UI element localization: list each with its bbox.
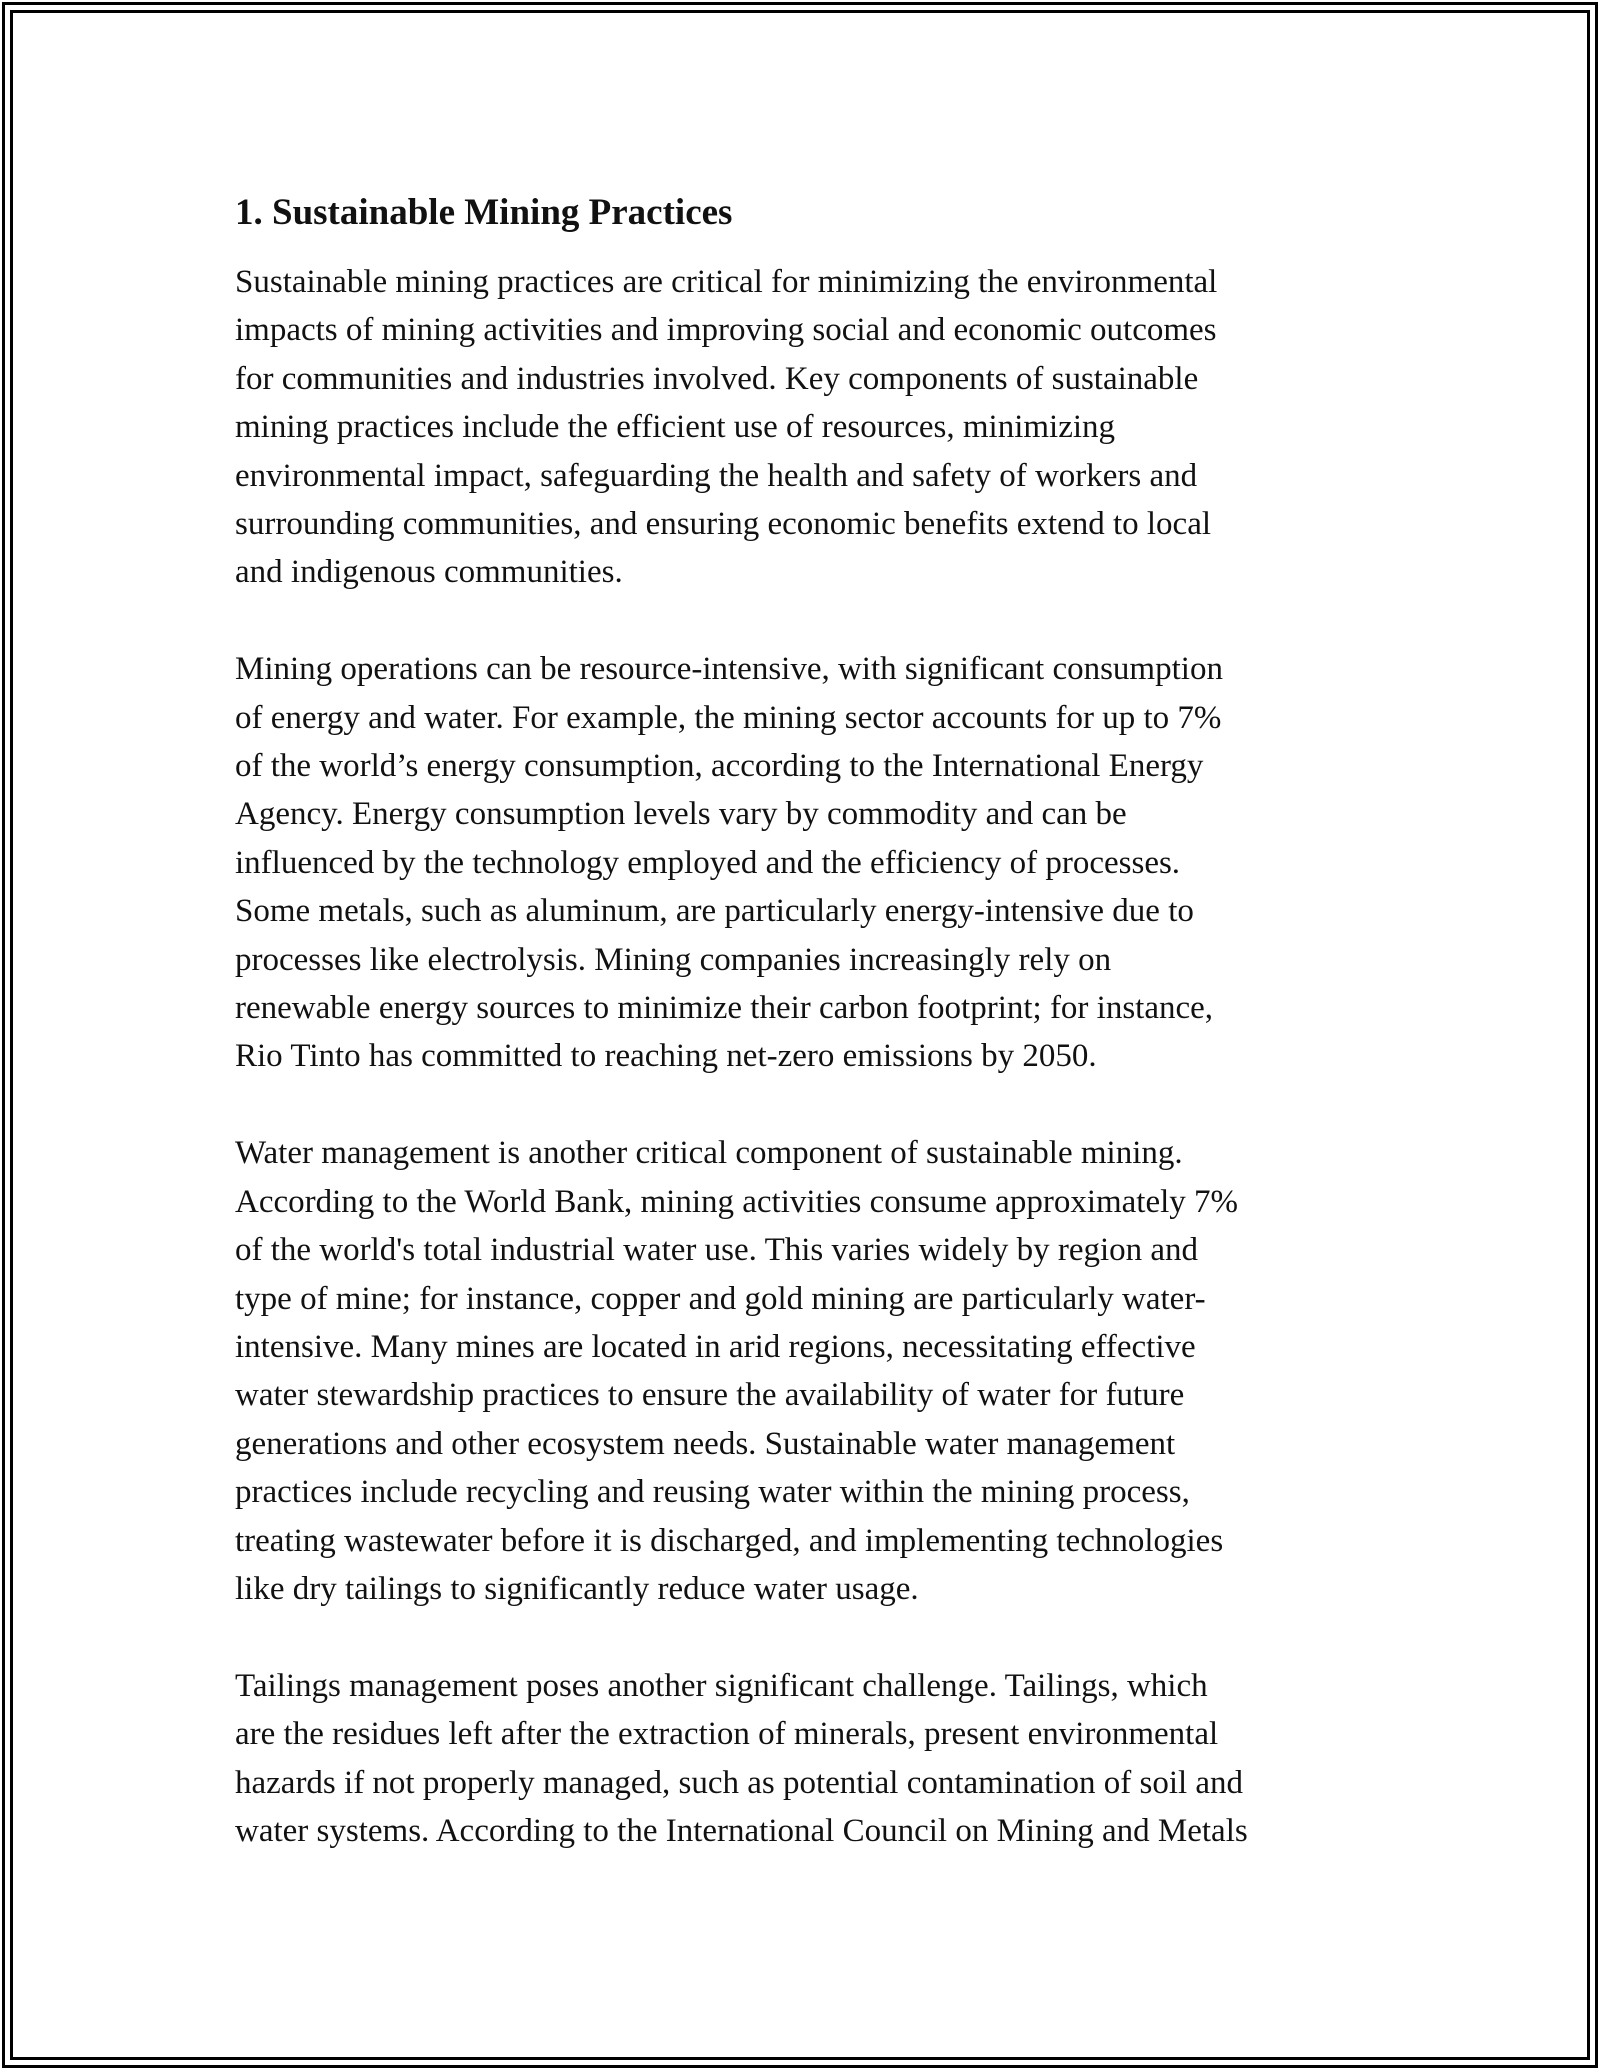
paragraph-line: influenced by the technology employed and the efficiency of processes. — [235, 844, 1181, 881]
paragraph-line: intensive. Many mines are located in arid regions, necessitating effective — [235, 1328, 1196, 1365]
paragraph-line: Tailings management poses another significant challenge. Tailings, which — [235, 1667, 1208, 1704]
paragraph-line: Agency. Energy consumption levels vary by commodity and can be — [235, 796, 1127, 833]
body-paragraph — [235, 645, 1365, 1081]
section-heading: 1. Sustainable Mining Practices — [235, 192, 733, 233]
paragraph-line: Sustainable mining practices are critical for minimizing the environmental — [235, 264, 1218, 300]
body-paragraph — [235, 1662, 1365, 1856]
paragraph-line: According to the World Bank, mining activities consume approximately 7% — [235, 1183, 1239, 1220]
paragraph-line: Some metals, such as aluminum, are particularly energy-intensive due to — [235, 893, 1194, 930]
paragraph-line: impacts of mining activities and improving social and economic outcomes — [235, 312, 1217, 349]
body-paragraph — [235, 1129, 1365, 1613]
paragraph-container — [235, 258, 1365, 1855]
paragraph-line: of energy and water. For example, the mining sector accounts for up to 7% — [235, 699, 1222, 736]
paragraph-line: Mining operations can be resource-intensive, with significant consumption — [235, 651, 1223, 688]
paragraph-line: surrounding communities, and ensuring economic benefits extend to local — [235, 506, 1212, 543]
paragraph-line: environmental impact, safeguarding the health and safety of workers and — [235, 457, 1198, 494]
paragraph-line: for communities and industries involved. Key components of sustainable — [235, 360, 1199, 397]
paragraph-line: practices include recycling and reusing water within the mining process, — [235, 1474, 1190, 1511]
paragraph-line: water systems. According to the International Council on Mining and Metals — [235, 1812, 1248, 1849]
paragraph-line: of the world’s energy consumption, according to the International Energy — [235, 748, 1204, 785]
paragraph-line: mining practices include the efficient use of resources, minimizing — [235, 409, 1116, 446]
paragraph-line: processes like electrolysis. Mining companies increasingly rely on — [235, 941, 1112, 978]
paragraph-line: Rio Tinto has committed to reaching net-zero emissions by 2050. — [235, 1038, 1097, 1075]
paragraph-line: of the world's total industrial water use. This varies widely by region and — [235, 1232, 1199, 1269]
paragraph-line: type of mine; for instance, copper and gold mining are particularly water- — [235, 1280, 1206, 1317]
paragraph-line: are the residues left after the extraction of minerals, present environmental — [235, 1716, 1219, 1753]
paragraph-line: Water management is another critical component of sustainable mining. — [235, 1135, 1183, 1172]
paragraph-line: hazards if not properly managed, such as potential contamination of soil and — [235, 1764, 1244, 1801]
paragraph-line: renewable energy sources to minimize their carbon footprint; for instance, — [235, 990, 1214, 1027]
paragraph-line: generations and other ecosystem needs. Sustainable water management — [235, 1425, 1176, 1462]
paragraph-line: water stewardship practices to ensure the availability of water for future — [235, 1377, 1185, 1414]
document-body — [235, 188, 1365, 1904]
paragraph-line: like dry tailings to significantly reduce water usage. — [235, 1570, 919, 1607]
paragraph-line: and indigenous communities. — [235, 554, 623, 591]
body-paragraph — [235, 258, 1365, 597]
paragraph-line: treating wastewater before it is discharged, and implementing technologies — [235, 1522, 1224, 1559]
